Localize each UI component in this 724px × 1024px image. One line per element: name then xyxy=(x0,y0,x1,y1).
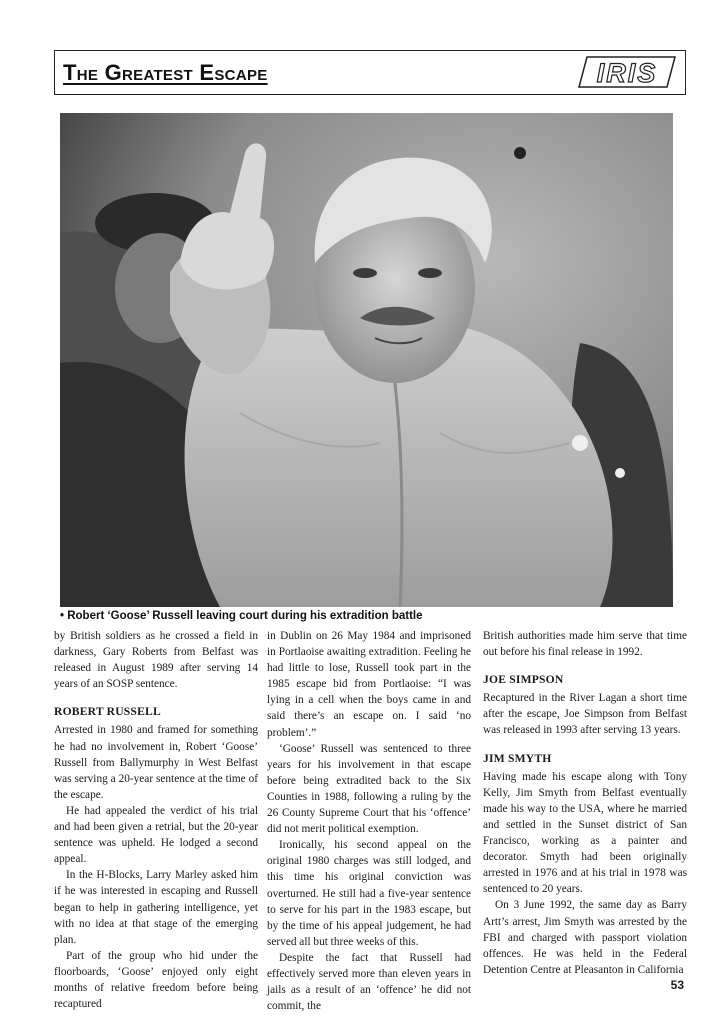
paragraph: ‘Goose’ Russell was sentenced to three years for his involvement in that escape before being extradited back to the Six Counties in 1988, following a ruling by the 26 County Supreme Court that his ‘offence’ did not merit political exemption. xyxy=(267,742,471,836)
paragraph: by British soldiers as he crossed a field in darkness, Gary Roberts from Belfast was released in August 1989 after serving 14 years of an SOSP sentence. xyxy=(54,630,258,691)
text-column-3 xyxy=(483,628,687,978)
page-header xyxy=(54,50,686,95)
paragraph: In the H-Blocks, Larry Marley asked him if he was interested in escaping and Russell began to help in gathering intelligence, yet with no idea at that stage of the emerging plan. xyxy=(54,869,258,946)
paragraph: Recaptured in the River Lagan a short time after the escape, Joe Simpson from Belfast was released in 1993 after serving 13 years. xyxy=(483,692,687,737)
paragraph: British authorities made him serve that time out before his final release in 1992. xyxy=(483,630,687,659)
paragraph: On 3 June 1992, the same day as Barry Artt’s arrest, Jim Smyth was arrested by the FBI and charged with passport violation offences. He was held in the Federal Detention Centre at Pleasanton in California xyxy=(483,899,687,976)
section-heading-robert-russell: ROBERT RUSSELL xyxy=(54,705,161,719)
paragraph: He had appealed the verdict of his trial and had been given a retrial, but the 20-year sentence was upheld. He lodged a second appeal. xyxy=(54,804,258,866)
paragraph: Part of the group who hid under the floorboards, ‘Goose’ enjoyed only eight months of relative freedom before being recaptured xyxy=(54,949,258,1011)
paragraph: Having made his escape along with Tony Kelly, Jim Smyth from Belfast eventually made his way to the USA, where he married and settled in the Sunset district of San Francisco, working as a painter and decorator. Smyth had been originally arrested in 1976 and at his trial in 1978 was sentenced to 20 years. xyxy=(483,770,687,896)
paragraph: Ironically, his second appeal on the original 1980 charges was still lodged, and this time his original conviction was overturned. He still had a five-year sentence to serve for his part in the 1983 escape, but by the time of his appeal judgement, he had served all but three weeks of this. xyxy=(267,839,471,948)
paragraph: Arrested in 1980 and framed for something he had no involvement in, Robert ‘Goose’ Russell from Ballymurphy in West Belfast was serving a 20-year sentence at the time of the escape. xyxy=(54,724,258,801)
paragraph: in Dublin on 26 May 1984 and imprisoned in Portlaoise awaiting extradition. Feeling he had little to lose, Russell took part in the 1985 escape bid from Portlaoise: “I was lying in a cell when the boys came in and said there’s an escape on. I said ‘no problem’.” xyxy=(267,630,471,739)
section-heading-jim-smyth: JIM SMYTH xyxy=(483,751,552,765)
page-number: 53 xyxy=(670,978,684,992)
text-column-2 xyxy=(267,628,471,1014)
text-column-1 xyxy=(54,628,258,1012)
news-photo xyxy=(60,113,673,607)
paragraph: Despite the fact that Russell had effectively served more than eleven years in jails as a result of an ‘offence’ he did not commit, the xyxy=(267,951,471,1013)
iris-logo xyxy=(577,55,677,89)
article-title: The Greatest Escape xyxy=(63,60,268,85)
photo-illustration xyxy=(60,113,673,607)
iris-logo-text: IRIS xyxy=(596,58,658,88)
section-heading-joe-simpson: JOE SIMPSON xyxy=(483,673,564,687)
photo-caption: • Robert ‘Goose’ Russell leaving court during his extradition battle xyxy=(60,610,423,622)
